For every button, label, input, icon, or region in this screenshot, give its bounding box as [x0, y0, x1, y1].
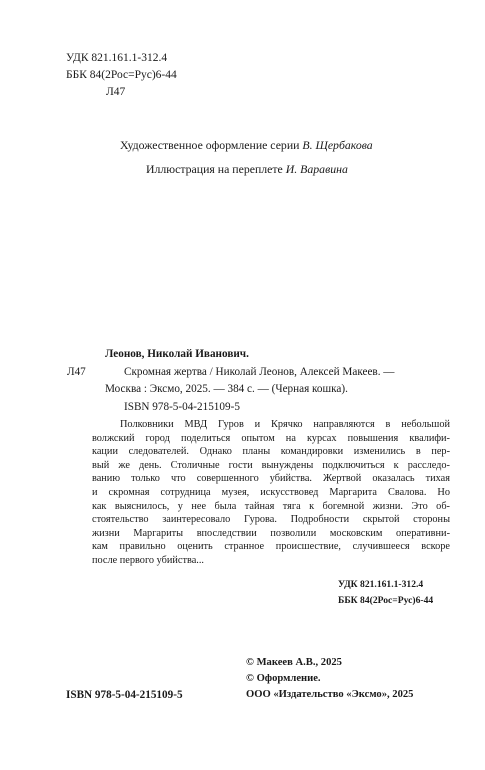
annotation-line: и скромная сотрудница музея, искусствовед Маргарита Свалова. Но	[92, 486, 450, 498]
annotation-line: ванию только что совершенного убийства. Жертвой оказалась тихая	[92, 473, 450, 485]
design-credit-prefix: Художественное оформление серии	[120, 138, 300, 152]
author-heading: Леонов, Николай Иванович.	[105, 348, 249, 360]
title-line-1: Скромная жертва / Николай Леонов, Алексей Макеев. —	[124, 366, 395, 378]
copyright-publisher: ООО «Издательство «Эксмо», 2025	[246, 689, 414, 700]
annotation-line: волжский город поделиться опытом на курсах повышения квалифи-	[92, 432, 450, 444]
design-credit	[120, 138, 373, 153]
copyright-author: © Макеев А.В., 2025	[246, 657, 342, 668]
annotation-line: как выяснилось, у нее была тайная тяга к богемной жизни. Это об-	[92, 500, 450, 512]
catalog-isbn: ISBN 978-5-04-215109-5	[124, 401, 240, 413]
annotation-line: Полковники МВД Гуров и Крячко направляются в небольшой	[120, 419, 450, 430]
bbk-code: ББК 84(2Рос=Рус)6-44	[66, 69, 177, 81]
annotation-line: после первого убийства...	[92, 554, 204, 566]
illustration-credit-prefix: Иллюстрация на переплете	[146, 162, 283, 176]
catalog-author-mark: Л47	[67, 366, 86, 378]
annotation	[92, 418, 450, 568]
illustration-credit-name: И. Варавина	[285, 162, 348, 176]
author-mark: Л47	[106, 86, 126, 98]
annotation-line: кам правильно оценить странное происшествие, случившееся вскоре	[92, 541, 450, 553]
annotation-line: кации следователей. Однако планы командировки изменились в пер-	[92, 446, 450, 458]
illustration-credit	[146, 162, 348, 177]
bottom-isbn: ISBN 978-5-04-215109-5	[66, 689, 183, 701]
annotation-line: вый же день. Столичные гости вынуждены подключиться к расследо-	[92, 459, 450, 471]
annotation-line: стоятельство заинтересовало Гурова. Подробности скрытой стороны	[92, 514, 450, 526]
title-line-2: Москва : Эксмо, 2025. — 384 с. — (Черная кошка).	[105, 383, 348, 395]
footer-bbk-code: ББК 84(2Рос=Рус)6-44	[338, 595, 434, 606]
footer-udk-code: УДК 821.161.1-312.4	[338, 579, 424, 590]
udk-code: УДК 821.161.1-312.4	[66, 52, 168, 64]
annotation-line: жизни Маргариты впоследствии позволили московским оперативни-	[92, 527, 450, 539]
design-credit-name: В. Щербакова	[302, 138, 373, 152]
copyright-design: © Оформление.	[246, 673, 321, 684]
